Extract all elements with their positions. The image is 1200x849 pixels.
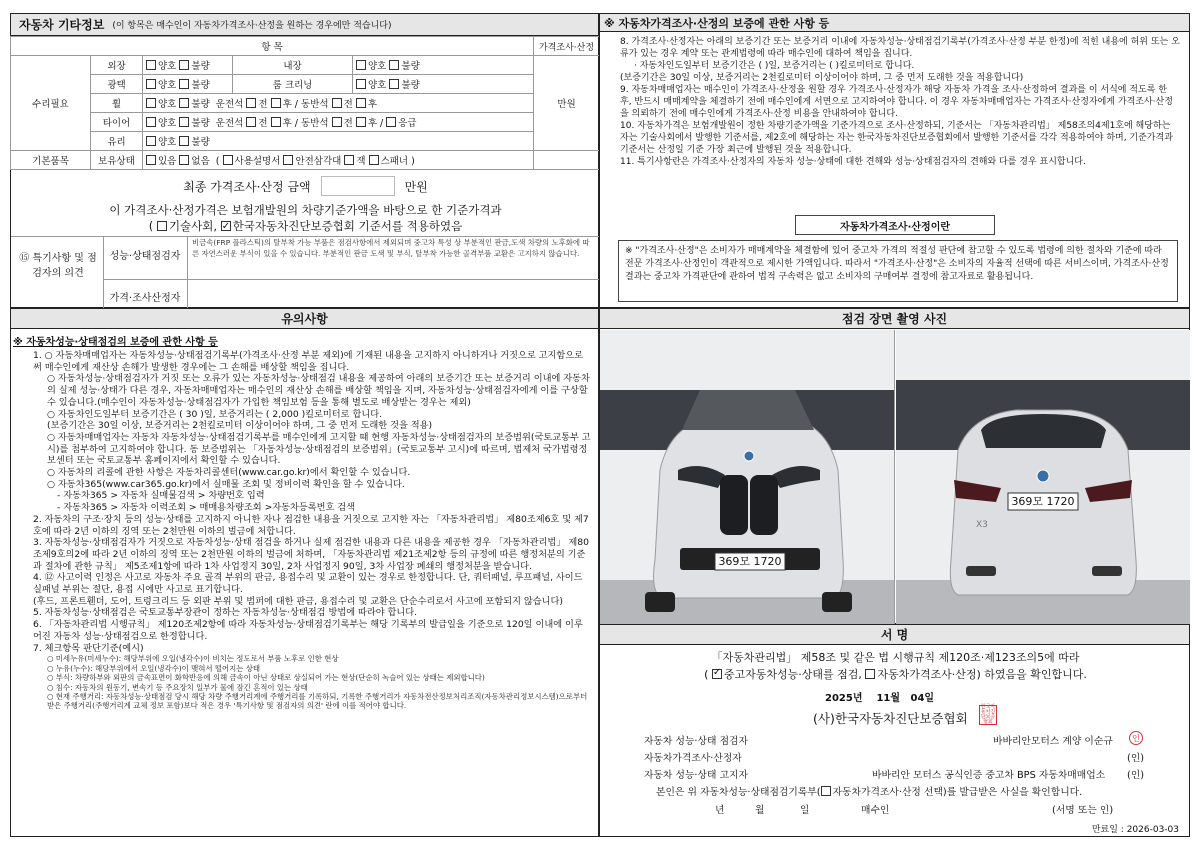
buyer-row: [715, 802, 1155, 816]
expiry-date: 만료일 : 2026-03-03: [1091, 825, 1179, 835]
signature-check-line: ( ✓중고자동차성능·상태를 점검, 자동차가격조사·산정) 하였음을 확인합니다.: [600, 666, 1191, 682]
option-label: 없음: [191, 156, 210, 167]
criteria-list: [33, 654, 591, 710]
front-photo: [600, 330, 895, 624]
checkbox[interactable]: [246, 98, 256, 108]
option-label: 양호: [158, 99, 177, 110]
checkbox[interactable]: [146, 136, 156, 146]
signer-label: 자동차 성능·상태 점검자: [644, 736, 748, 747]
model-badge: X3: [976, 520, 988, 530]
option-label: 불량: [191, 118, 210, 129]
checkbox[interactable]: [179, 79, 189, 89]
col-item-header: 항 목: [11, 37, 534, 56]
checkbox[interactable]: [146, 155, 156, 165]
price-basis-line2: ( 기술사회, ✓ 한국자동차진단보증협회 기준서를 적용하였음: [11, 218, 600, 234]
row-wheel-label: 휠: [91, 94, 143, 113]
driver-label: 운전석: [215, 99, 244, 110]
date-day: 04: [910, 693, 925, 704]
final-price-label: 최종 가격조사·산정 금액: [183, 179, 311, 194]
buyer-day: 일: [800, 805, 810, 816]
row-interior-label: 내장: [233, 56, 353, 75]
checkbox[interactable]: [271, 117, 281, 127]
inspector-label: 성능·상태점검자: [109, 251, 181, 262]
passenger-label: / 동반석: [294, 99, 329, 110]
buyer-sign: (서명 또는 인): [1052, 805, 1114, 816]
checkbox[interactable]: [821, 786, 831, 796]
date-month-unit: 월: [890, 693, 901, 704]
buyer-label: 매수인: [861, 805, 890, 816]
checkbox-checked[interactable]: [712, 669, 722, 679]
car-rear-image: [896, 330, 1190, 624]
photo-section: [599, 308, 1190, 624]
repair-label: 수리필요: [11, 56, 91, 151]
warranty-item-11: 11. 특기사항란은 가격조사·산정자의 자동차 성능·상태에 대한 견해와 성능·상태점검자의 견해와 다를 경우 표시합니다.: [620, 157, 1086, 167]
checkbox-checked[interactable]: [221, 221, 231, 231]
basis-option-a: 기술사회,: [168, 219, 218, 233]
notice-item: 2. 자동차의 구조·장치 등의 성능·상태를 고지하지 아니한 자나 점검한 내용을 거짓으로 고지한 자는 「자동차관리법」 제80조제6호 및 제7호에 따라 2년 이하의 징역 또는 2천만원 이하의 벌금에 처합니다.: [33, 513, 589, 537]
final-price-row: [11, 174, 600, 198]
definition-text: ※ "가격조사·산정"은 소비자가 매매계약을 체결함에 있어 중고차 가격의 적절성 판단에 참고할 수 있도록 법령에 의한 절차와 기준에 따라 전문 가격조사·산정인이 객관적으로 제시한 가액입니다. 따라서 "가격조사·산정"은 소비자의 자율적 선택에 따른 서비스이며, 가격조사·산정 결과는 중고차 가격판단에 관하여 법적 구속력은 없고 소비자의 구매여부 결정에 참고자료로 활용됩니다.: [618, 240, 1178, 302]
front-label: 전: [343, 99, 353, 110]
checkbox[interactable]: [865, 669, 875, 679]
org-stamp: [979, 705, 997, 725]
etc-info-note: (이 항목은 매수인이 자동차가격조사·산정을 원하는 경우에만 적습니다): [112, 21, 392, 31]
row-glass-label: 유리: [91, 132, 143, 151]
rear-photo: [896, 330, 1190, 624]
col-price-header: 가격조사·산정: [534, 37, 600, 56]
criteria-item: ○ 누유(누수): 해당부위에서 오일(냉각수)이 맺혀서 떨어지는 상태: [47, 663, 261, 673]
warranty-item-10: 10. 자동차가격은 보험개발원이 정한 차량기준가액을 기준가격으로 조사·산정하되, 기준서는 「자동차관리법」 제58조의4제1호에 해당하는 자는 기술사회에서 발행한 기준서를, 제2호에 해당하는 자는 한국자동차진단보증협회에서 발행한 기준서를 각각 적용하여야 하며, 기준가격과 기준서는 산정일 기준 가장 최근에 발행된 것을 적용합니다.: [620, 121, 1173, 155]
warranty-item-9: 9. 자동차매매업자는 매수인이 가격조사·산정을 원할 경우 가격조사·산정자가 해당 자동차 가격을 조사·산정하여 결과를 이 서식에 적도록 한 후, 반드시 매매계약을 체결하기 전에 매수인에게 서면으로 고지하여야 합니다. 이 경우 자동차매매업자는 가격조사·산정자에게 가격조사·산정을 의뢰하기 전에 매수인에게 가격조사·산정 비용을 안내하여야 합니다.: [620, 85, 1173, 119]
row-room-label: 룸 크리닝: [233, 75, 353, 94]
checkbox[interactable]: [356, 98, 366, 108]
notice-item: 7. 체크항목 판단기준(예시): [33, 642, 144, 654]
checkbox[interactable]: [283, 155, 293, 165]
special-notes-block: [11, 236, 600, 309]
checkbox[interactable]: [146, 79, 156, 89]
inspector-opinion: 비금속(FRP 플라스틱)의 탈부착 가능 부품은 점검사항에서 제외되며 중고차 특성 상 부분적인 판금,도색 차량의 노후화에 따른 자연스러운 부식이 있을 수 있습니다. 부분적인 판금 도색 및 부식, 탈부착 가능한 골격부품 교환은 고지하지 않습니다.: [192, 238, 590, 258]
signer-row: [644, 750, 1144, 764]
rear-label: 후: [367, 118, 377, 129]
option-label: 있음: [158, 156, 177, 167]
notice-item: ○ 자동차365(www.car365.go.kr)에서 실매물 조회 및 정비이력 확인을 할 수 있습니다.: [47, 478, 405, 490]
notice-items: [33, 350, 591, 711]
checkbox[interactable]: [389, 60, 399, 70]
notice-item: 3. 자동차성능·상태점검자가 거짓으로 자동차성능·상태 점검을 하거나 실제 점검한 내용과 다른 내용을 제공한 경우 「자동차관리법」 제80조제9호의2에 따라 2년 이하의 징역 또는 2천만원 이하의 벌금에 처하며, 「자동차관리법 제21조제2항 등의 규정에 따른 행정처분의 기준과 절차에 관한 규칙」 제5조제1항에 따라 1차 사업정지 30일, 2차 사업정지 90일, 3차 사업장 폐쇄의 행정처분을 받습니다.: [33, 537, 589, 572]
checkbox[interactable]: [356, 117, 366, 127]
notice-item: ○ 자동차성능·상태점검자가 거짓 또는 오류가 있는 자동차성능·상태점검 내용을 제공하여 아래의 보증기간 또는 보증거리 이내에 자동차의 실제 성능·상태가 다른 경우, 자동차매매업자는 매수인의 재산상 손해를 배상할 책임을 지며, 자동차성능·상태점검자에게 이를 구상할 수 있습니다.(매수인이 자동차성능·상태점검자가 가입한 책임보험 등을 통해 별도로 배상받는 경우는 제외): [47, 373, 590, 408]
checkbox[interactable]: [146, 98, 156, 108]
checkbox[interactable]: [179, 98, 189, 108]
notice-item: 1. ○ 자동차매매업자는 자동차성능·상태점검기록부(가격조사·산정 부분 제외)에 기재된 내용을 고지하지 아니하거나 거짓으로 고지함으로써 매수인에게 재산상 손해가 발생한 경우에는 그 손해를 배상할 책임을 집니다.: [33, 350, 584, 373]
signer-seal: [1129, 731, 1143, 745]
basic-items-label: 기본품목: [11, 151, 91, 170]
option-label: 사용설명서: [234, 156, 281, 167]
receipt-line: [656, 784, 1082, 798]
driver-label: 운전석: [215, 118, 244, 129]
receipt-text-a: 본인은 위 자동차성능·상태점검기록부(: [656, 787, 821, 798]
rear-label: 후: [367, 99, 377, 110]
emergency-label: 응급: [398, 118, 417, 129]
checkbox[interactable]: [146, 117, 156, 127]
notice-section: [10, 308, 599, 837]
notice-item: 5. 자동차성능·상태점검은 국토교통부장관이 정하는 자동차성능·상태점검 방법에 따라야 합니다.: [33, 607, 418, 619]
buyer-month: 월: [755, 805, 765, 816]
option-label: 양호: [158, 137, 177, 148]
option-label: 양호: [368, 61, 387, 72]
price-basis: [11, 202, 600, 234]
front-label: 전: [258, 118, 268, 129]
checkbox[interactable]: [157, 221, 167, 231]
option-label: 불량: [191, 61, 210, 72]
criteria-item: ○ 부식: 차량하부와 외판의 금속표면이 화학반응에 의해 금속이 아닌 상태로 상실되어 가는 현상(단순히 녹슬어 있는 상태는 제외합니다): [47, 673, 485, 683]
rear-label: 후: [282, 118, 292, 129]
final-price-unit: 만원: [404, 179, 428, 194]
rear-plate-text: 369모 1720: [1011, 495, 1075, 508]
front-label: 전: [343, 118, 353, 129]
notice-item: - 자동차365 > 자동차 실매물검색 > 차량번호 입력: [57, 490, 265, 502]
checkbox[interactable]: [179, 117, 189, 127]
notice-item: 6. 「자동차관리법 시행규칙」 제120조제2항에 따라 자동차성능·상태점검기록부는 해당 기록부의 발급일을 기준으로 120일 이내에 이루어진 자동차 성능·상태점검으로 한정합니다.: [33, 619, 583, 642]
warranty-item-8-note: (보증기간은 30일 이상, 보증거리는 2천킬로미터 이상이어야 하며, 그 중 먼저 도래한 것을 적용합니다): [620, 73, 1024, 83]
rear-label: 후: [282, 99, 292, 110]
notice-item: 4. ⑫ 사고이력 인정은 사고로 자동차 주요 골격 부위의 판금, 용접수리 및 교환이 있는 경우로 한정합니다. 단, 쿼터패널, 루프패널, 사이드실패널 부위는 절단, 용접 시에만 사고로 표기합니다.: [33, 572, 583, 596]
option-label: 양호: [368, 80, 387, 91]
signature-law: 「자동차관리법」 제58조 및 같은 법 시행규칙 제120조·제123조의5에 따라: [711, 651, 1080, 664]
basic-status-label: 보유상태: [91, 151, 143, 170]
signature-date: [825, 689, 934, 704]
passenger-label: / 동반석: [294, 118, 329, 129]
date-day-unit: 일: [924, 693, 935, 704]
etc-info-title: 자동차 기타정보: [19, 18, 105, 32]
pricer-label: 가격·조사산정자: [109, 293, 181, 304]
signer-value: 바바리안 모터스 공식인증 중고차 BPS 자동차매매업소: [872, 770, 1106, 781]
photo-title: 점검 장면 촬영 사진: [841, 312, 948, 326]
signer-seal: (인): [1127, 753, 1145, 764]
option-label: 불량: [191, 99, 210, 110]
check-option-2: 자동차가격조사·산정) 하였음을 확인합니다.: [877, 668, 1087, 681]
option-label: 불량: [401, 61, 420, 72]
signer-value: 바바리안모터스 계양 이순규: [993, 736, 1113, 747]
option-label: 양호: [158, 118, 177, 129]
checkbox[interactable]: [369, 155, 379, 165]
org-stamp-text: 한국자동차진단보증협회: [980, 704, 996, 725]
car-front-image: [600, 330, 895, 624]
notice-item: (후드, 프론트휀더, 도어, 트렁크리드 등 외판 부위 및 범퍼에 대한 판금, 용접수리 및 교환은 단순수리로서 사고에 포함되지 않습니다): [33, 595, 564, 607]
checkbox[interactable]: [344, 155, 354, 165]
checkbox[interactable]: [179, 60, 189, 70]
notice-item: - 자동차365 > 자동차 이력조회 > 매매용차량조회 >자동차등록번호 검색: [57, 502, 356, 514]
notice-item: (보증기간은 30일 이상, 보증거리는 2천킬로미터 이상이어야 하며, 그 중 먼저 도래한 것을 적용): [47, 420, 433, 432]
option-label: 스패너: [380, 156, 409, 167]
row-gloss-label: 광택: [91, 75, 143, 94]
notice-item: ○ 자동차매매업자는 자동차 자동차성능·상태점검기록부를 매수인에게 고지할 때 현행 자동차성능·상태점검자의 보증범위(국토교통부 고시)를 첨부하여 고지하여야 합니다. 동 보증범위는 「자동차성능·상태점검의 보증범위」(국토교통부 고시)에 따르며, 법제처 국가법령정보센터 또는 국토교통부 홈페이지에서 확인할 수 있습니다.: [47, 431, 591, 467]
checkbox[interactable]: [146, 60, 156, 70]
price-warranty-items: [620, 36, 1180, 168]
signer-label: 자동차가격조사·산정자: [644, 753, 742, 764]
price-unit: 만원: [534, 56, 600, 151]
warranty-item-8-period: · 자동차인도일부터 보증기간은 ( )일, 보증거리는 ( )킬로미터로 합니다.: [634, 61, 915, 71]
signer-row: [644, 733, 1144, 747]
option-label: 불량: [191, 137, 210, 148]
seal-text: 인: [1132, 733, 1140, 743]
option-label: 양호: [158, 61, 177, 72]
etc-info-section: [10, 13, 599, 308]
signer-seal: (인): [1127, 770, 1145, 781]
warranty-item-8: 8. 가격조사·산정자는 아래의 보증기간 또는 보증거리 이내에 자동차성능·상태점검기록부(가격조사·산정 부분 한정)에 적힌 내용에 허위 또는 오류가 있는 경우 계약 또는 관계법령에 따라 매수인에 대하여 책임을 집니다.: [620, 37, 1180, 59]
option-label: 안전삼각대: [295, 156, 342, 167]
price-warranty-title: ※ 자동차가격조사·산정의 보증에 관한 사항 등: [604, 16, 830, 30]
checkbox[interactable]: [246, 117, 256, 127]
notice-item: ○ 자동차인도일부터 보증기간은 ( 30 )일, 보증거리는 ( 2,000 )킬로미터로 합니다.: [47, 408, 383, 420]
check-option-1: 중고자동차성능·상태를 점검,: [723, 668, 862, 681]
notice-item: ○ 자동차의 리콜에 관한 사항은 자동차리콜센터(www.car.go.kr)에서 확인할 수 있습니다.: [47, 467, 411, 479]
date-month: 11: [876, 693, 891, 704]
row-exterior-label: 외장: [91, 56, 143, 75]
definition-box-title: 자동차가격조사·산정이란: [795, 215, 995, 235]
signature-org: (사)한국자동차진단보증협회: [813, 711, 968, 726]
repair-table: 항 목 가격조사·산정 수리필요 외장 양호 불량 내장 양호 불량 만원 광택 양호 불량 룸 크리닝 양호 불량 휠 양호 불량 운전석 전 후 / 동반석 전 후 타이어 양호 불량 운전석 전 후 / 동반석 전 후 / 응급 유리 양호 불량 기본품목 보유상태 있음 없음 ( 사용설명서 안전삼각대 잭 스패너 ): [10, 36, 600, 170]
option-label: 잭: [356, 156, 366, 167]
front-label: 전: [258, 99, 268, 110]
special-label: ⑮ 특기사항 및 점검자의 의견: [19, 253, 97, 279]
criteria-item: ○ 침수: 자동차의 원동기, 변속기 등 주요장치 일부가 물에 잠긴 흔적이 있는 상태: [47, 682, 308, 692]
signature-section: [599, 624, 1190, 837]
row-tire-label: 타이어: [91, 113, 143, 132]
basis-option-b: 한국자동차진단보증협회 기준서를 적용하였음: [232, 219, 463, 233]
checkbox[interactable]: [332, 98, 342, 108]
price-basis-line1: 이 가격조사·산정가격은 보험개발원의 차량기준가액을 바탕으로 한 기준가격과: [109, 203, 502, 217]
signature-title: 서 명: [880, 628, 909, 642]
criteria-item: ○ 현재 주행거리: 자동차성능·상태점검 당시 해당 차량 주행거리계에 주행거리를 기록하되, 기록한 주행거리가 자동차전산정보처리조직(자동차관리정보시스템)으로부터 받은 주행거리(주행거리계 교체 정보 포함)보다 적은 경우 '특기사항 및 점검자의 의견' 란에 이를 적어야 합니다.: [47, 691, 588, 711]
criteria-item: ○ 미세누유(미세누수): 해당부위에 오일(냉각수)이 비치는 정도로서 부품 노후로 인한 현상: [47, 654, 339, 664]
checkbox[interactable]: [179, 155, 189, 165]
checkbox[interactable]: [271, 98, 281, 108]
checkbox[interactable]: [356, 60, 366, 70]
notice-subtitle: ※ 자동차성능·상태점검의 보증에 관한 사항 등: [13, 337, 218, 348]
buyer-year: 년: [715, 805, 725, 816]
option-label: 양호: [158, 80, 177, 91]
front-plate-text: 369모 1720: [718, 555, 782, 568]
price-warranty-section: [599, 13, 1190, 308]
checkbox[interactable]: [332, 117, 342, 127]
final-price-input[interactable]: [321, 176, 395, 196]
option-label: 불량: [401, 80, 420, 91]
option-label: 불량: [191, 80, 210, 91]
date-year-unit: 년: [852, 693, 863, 704]
checkbox[interactable]: [356, 79, 366, 89]
signer-label: 자동차 성능·상태 고지자: [644, 770, 748, 781]
signer-row: [644, 767, 1144, 781]
receipt-text-b: 자동차가격조사·산정 선택)를 발급받은 사실을 확인합니다.: [832, 787, 1083, 798]
checkbox[interactable]: [223, 155, 233, 165]
checkbox[interactable]: [389, 79, 399, 89]
notice-title: 유의사항: [281, 312, 328, 326]
date-year: 2025: [825, 693, 853, 704]
checkbox[interactable]: [386, 117, 396, 127]
checkbox[interactable]: [179, 136, 189, 146]
